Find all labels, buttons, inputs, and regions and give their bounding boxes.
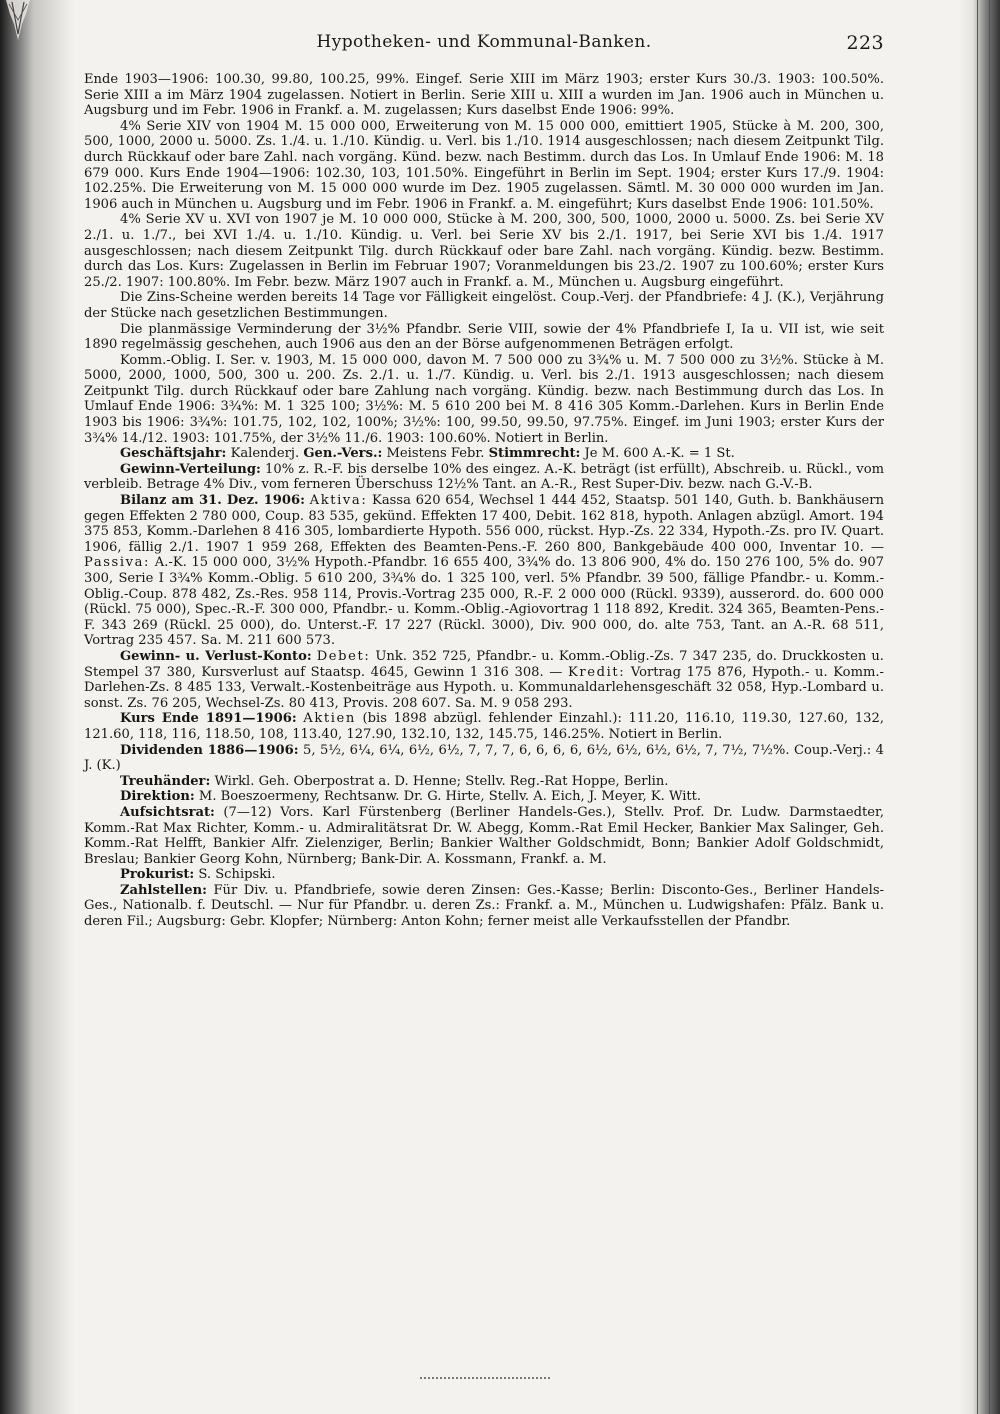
gewinn-verteilung-text: 10% z. R.-F. bis derselbe 10% des eingez. A.-K. beträgt (ist erfüllt), Abschreib. u. Rückl., vom verbleib. Betrage 4% Div., vom ferneren Überschuss 12½% Tant. an A.-R., Rest Super-Div. bezw. nach G.-V.-B. — [84, 461, 884, 493]
stimmrecht-label: Stimmrecht: — [488, 446, 581, 462]
entry-zahlstellen — [84, 883, 884, 930]
geschaeftsjahr-label: Geschäftsjahr: — [120, 446, 227, 462]
kurs-aktien-label: Aktien — [303, 711, 356, 727]
page-edge-shadow — [958, 0, 1000, 1414]
book-binding — [0, 0, 34, 1414]
gewinn-verteilung-label: Gewinn-Verteilung: — [120, 461, 261, 477]
page-edge-line — [989, 0, 990, 1414]
paragraph-verminderung: Die planmässige Verminderung der 3½% Pfandbr. Serie VIII, sowie der 4% Pfandbriefe I, Ia u. VII ist, wie seit 1890 regelmässig geschehen, auch 1906 aus den an der Börse aufgenommenen Beträgen erfolgt. — [84, 321, 884, 353]
zahlstellen-text: Für Div. u. Pfandbriefe, sowie deren Zinsen: Ges.-Kasse; Berlin: Disconto-Ges., Berliner Handels-Ges., Nationalb. f. Deutschl. — Nur für Pfandbr. u. deren Zs.: Frankf. a. M., München u. Ludwigshafen: Pfälz. Bank u. deren Fil.; Augsburg: Gebr. Klopfer; Nürnberg: Anton Kohn; ferner meist alle Verkaufsstellen der Pfandbr. — [84, 882, 884, 930]
entry-gewinn-verlust — [84, 649, 884, 711]
binding-ornament-icon — [4, 0, 32, 46]
entry-direktion — [84, 789, 884, 805]
binding-shadow — [34, 0, 74, 1414]
paragraph-series-xv-xvi: 4% Serie XV u. XVI von 1907 je M. 10 000 000, Stücke à M. 200, 300, 500, 1000, 2000 u. 5000. Zs. bei Serie XV 2./1. u. 1./7., bei XVI 1./4. u. 1./10. Kündig. u. Verl. bei Serie XV bis 2./1. 1917, bei Serie XVI bis 1./4. 1917 ausgeschlossen; nach diesem Zeitpunkt Tilg. durch Rückkauf oder bare Zahl. nach vorgäng. Kündig. bezw. Bestimm. durch das Los. Kurs: Zugelassen in Berlin im Februar 1907; Voranmeldungen bis 23./2. 1907 zu 100.60%; erster Kurs 25./2. 1907: 100.80%. Im Febr. bezw. März 1907 auch in Frankf. a. M., München u. Augsburg eingeführt. — [84, 212, 884, 290]
dividenden-label: Dividenden 1886—1906: — [120, 742, 299, 758]
genvers-label: Gen.-Vers.: — [303, 446, 383, 462]
direktion-label: Direktion: — [120, 789, 195, 805]
paragraph-series-xiii: Ende 1903—1906: 100.30, 99.80, 100.25, 99%. Eingef. Serie XIII im März 1903; erster Kurs 30./3. 1903: 100.50%. Serie XIII a im März 1904 zugelassen. Notiert in Berlin. Serie XIII u. XIII a wurden im Jan. 1906 auch in München u. Augsburg und im Febr. 1906 in Frankf. a. M. zugelassen; Kurs daselbst Ende 1906: 99%. — [84, 72, 884, 119]
footer-dots — [420, 1377, 550, 1381]
aktiva-text: Kassa 620 654, Wechsel 1 444 452, Staatsp. 501 140, Guth. b. Bankhäusern gegen Effekten 2 780 000, Coup. 83 535, gekünd. Effekten 17 400, Debit. 162 818, hypoth. Anlagen abzügl. Amort. 194 375 853, Komm.-Darlehen 8 416 305, lombardierte Hypoth. 556 000, rückst. Hyp.-Zs. 22 334, Hypoth.-Zs. pro IV. Quart. 1906, fällig 2./1. 1907 1 959 268, Effekten des Beamten-Pens.-F. 260 800, Bankgebäude 400 000, Inventar 10. — — [84, 493, 884, 555]
treuhaender-label: Treuhänder: — [120, 773, 211, 789]
page-number: 223 — [846, 32, 884, 54]
geschaeftsjahr-text: Kalenderj. — [230, 446, 300, 462]
dividenden-text: 5, 5½, 6¼, 6¼, 6½, 6½, 7, 7, 7, 6, 6, 6, 6, 6½, 6½, 6½, 6½, 7, 7½, 7½%. Coup.-Verj.: 4 J. (K.) — [84, 742, 884, 774]
page-edge-line — [977, 0, 978, 1414]
aufsichtsrat-text: (7—12) Vors. Karl Fürstenberg (Berliner Handels-Ges.), Stellv. Prof. Dr. Ludw. Darmstaedter, Komm.-Rat Max Richter, Komm.- u. Admiralitätsrat Dr. W. Abegg, Komm.-Rat Emil Hecker, Bankier Max Salinger, Geh. Komm.-Rat Helfft, Bankier Alfr. Zielenziger, Berlin; Bankier Walther Goldschmidt, Bonn; Bankier Adolf Goldschmidt, Breslau; Bankier Georg Kohn, Nürnberg; Bank-Dir. A. Kossmann, Frankf. a. M. — [84, 804, 884, 867]
kredit-text: Vortrag 175 876, Hypoth.- u. Komm.-Darlehen-Zs. 8 485 133, Verwalt.-Kostenbeiträge aus Hypoth. u. Kommunaldarlehensgeschäft 32 058, Hyp.-Lombard u. sonst. Zs. 76 205, Wechsel-Zs. 80 413, Provis. 208 607. Sa. M. 9 058 293. — [84, 664, 884, 711]
stimmrecht-text: Je M. 600 A.-K. = 1 St. — [584, 446, 735, 462]
header-title: Hypotheken- und Kommunal-Banken. — [316, 32, 652, 52]
entry-treuhaender — [84, 774, 884, 790]
treuhaender-text: Wirkl. Geh. Oberpostrat a. D. Henne; Stellv. Reg.-Rat Hoppe, Berlin. — [214, 773, 669, 789]
entry-gewinn-verteilung — [84, 462, 884, 493]
zahlstellen-label: Zahlstellen: — [120, 882, 207, 898]
prokurist-text: S. Schipski. — [198, 867, 276, 883]
paragraph-komm-oblig: Komm.-Oblig. I. Ser. v. 1903, M. 15 000 000, davon M. 7 500 000 zu 3¾% u. M. 7 500 000 zu 3½%. Stücke à M. 5000, 2000, 1000, 500, 300 u. 200. Zs. 2./1. u. 1./7. Kündig. u. Verl. bis 2./1. 1913 ausgeschlossen; nach diesem Zeitpunkt Tilg. durch Rückkauf oder bare Zahlung nach vorgäng. Kündig. bezw. nach Bestimmung durch das Los. In Umlauf Ende 1906: 3¾%: M. 1 325 100; 3½%: M. 5 610 200 bei M. 8 416 305 Komm.-Darlehen. Kurs in Berlin Ende 1903 bis 1906: 3¾%: 101.75, 102, 102, 100%; 3½%: 100, 99.50, 99.50, 97.75%. Eingef. im Juni 1903; erster Kurs der 3¾% 14./12. 1903: 101.75%, der 3½% 11./6. 1903: 100.60%. Notiert in Berlin. — [84, 352, 884, 446]
kurs-label: Kurs Ende 1891—1906: — [120, 711, 297, 727]
debet-label: Debet: — [316, 648, 371, 664]
paragraph-series-xiv: 4% Serie XIV von 1904 M. 15 000 000, Erweiterung von M. 15 000 000, emittiert 1905, Stücke à M. 200, 300, 500, 1000, 2000 u. 5000. Zs. 1./4. u. 1./10. Kündig. u. Verl. bis 1./10. 1914 ausgeschlossen; nach diesem Zeitpunkt Tilg. durch Rückkauf oder bare Zahl. nach vorgäng. Künd. bezw. nach Bestimm. durch das Los. In Umlauf Ende 1906: M. 18 679 000. Kurs Ende 1904—1906: 102.30, 103, 101.50%. Eingeführt in Berlin im Sept. 1904; erster Kurs 17./9. 1904: 102.25%. Die Erweiterung von M. 15 000 000 wurde im Dez. 1905 zugelassen. Sämtl. M. 30 000 000 wurden im Jan. 1906 auch in München u. Augsburg und im Febr. 1906 in Frankf. a. M. eingeführt; Kurs daselbst Ende 1906: 101.50%. — [84, 118, 884, 212]
entry-dividenden — [84, 743, 884, 774]
kurs-text: (bis 1898 abzügl. fehlender Einzahl.): 111.20, 116.10, 119.30, 127.60, 132, 121.60, 118, 116, 118.50, 108, 113.40, 127.90, 132.10, 132, 145.75, 146.25%. Notiert in Berlin. — [84, 711, 884, 742]
paragraph-zins-scheine: Die Zins-Scheine werden bereits 14 Tage vor Fälligkeit eingelöst. Coup.-Verj. der Pfandbriefe: 4 J. (K.), Verjährung der Stücke nach gesetzlichen Bestimmungen. — [84, 290, 884, 321]
entry-geschaeftsjahr — [84, 446, 884, 462]
entry-prokurist — [84, 867, 884, 883]
direktion-text: M. Boeszoermeny, Rechtsanw. Dr. G. Hirte, Stellv. A. Eich, J. Meyer, K. Witt. — [198, 789, 702, 805]
prokurist-label: Prokurist: — [120, 867, 195, 883]
entry-bilanz — [84, 493, 884, 649]
kredit-label: Kredit: — [568, 664, 626, 680]
genvers-text: Meistens Febr. — [386, 446, 485, 462]
passiva-label: Passiva: — [84, 555, 151, 571]
page-body — [84, 72, 884, 930]
entry-kurs — [84, 711, 884, 742]
running-header — [84, 32, 884, 56]
aktiva-label: Aktiva: — [309, 493, 368, 509]
passiva-text: A.-K. 15 000 000, 3½% Hypoth.-Pfandbr. 16 655 400, 3¾% do. 13 806 900, 4% do. 150 276 100, 5% do. 907 300, Serie I 3¾% Komm.-Oblig. 5 610 200, 3¾% do. 1 325 100, verl. 5% Pfandbr. 39 500, fällige Pfandbr.- u. Komm.-Oblig.-Coup. 878 482, Zs.-Res. 958 114, Provis.-Vortrag 235 000, R.-F. 2 000 000 (Rückl. 9339), ausserord. do. 600 000 (Rückl. 75 000), Spec.-R.-F. 300 000, Pfandbr.- u. Komm.-Oblig.-Agiovortrag 1 118 892, Kredit. 324 365, Beamten-Pens.-F. 343 269 (Rückl. 25 000), do. Unterst.-F. 17 227 (Rückl. 3000), Div. 900 000, do. alte 753, Tant. an A.-R. 68 511, Vortrag 235 457. Sa. M. 211 600 573. — [84, 555, 884, 649]
bilanz-label: Bilanz am 31. Dez. 1906: — [120, 493, 305, 509]
debet-text: Unk. 352 725, Pfandbr.- u. Komm.-Oblig.-Zs. 7 347 235, do. Druckkosten u. Stempel 37 380, Kursverlust auf Staatsp. 4645, Gewinn 1 316 308. — — [84, 648, 884, 680]
aufsichtsrat-label: Aufsichtsrat: — [120, 804, 215, 820]
guv-label: Gewinn- u. Verlust-Konto: — [120, 648, 312, 664]
entry-aufsichtsrat — [84, 805, 884, 867]
